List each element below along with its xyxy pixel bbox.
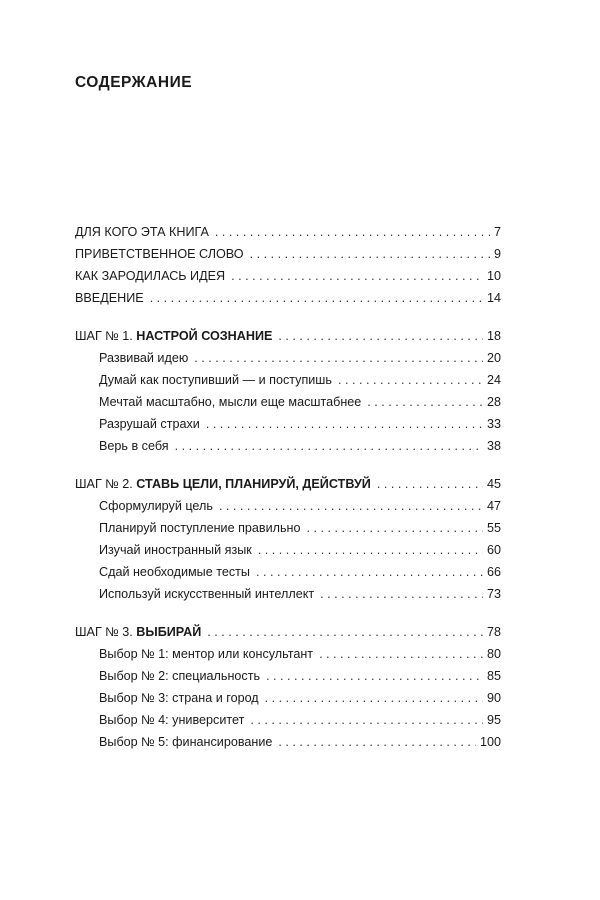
dot-leader xyxy=(338,369,483,391)
toc-subentry[interactable] xyxy=(75,347,501,369)
toc-step-heading[interactable] xyxy=(75,473,501,495)
dot-leader xyxy=(265,687,483,709)
toc-entry-page: 80 xyxy=(486,647,501,661)
toc-subentry[interactable] xyxy=(75,561,501,583)
toc-entry-page: 20 xyxy=(486,351,501,365)
dot-leader xyxy=(278,731,476,753)
toc-entry-title: Разрушай страхи xyxy=(99,417,200,431)
toc-subentry[interactable] xyxy=(75,665,501,687)
toc-subentry[interactable] xyxy=(75,369,501,391)
toc-entry-title: Думай как поступивший — и поступишь xyxy=(99,373,332,387)
toc-subentry[interactable] xyxy=(75,413,501,435)
step-prefix: ШАГ № 1. xyxy=(75,329,137,343)
dot-leader xyxy=(175,435,483,457)
toc-entry-page: 66 xyxy=(486,565,501,579)
toc-entry-title: ДЛЯ КОГО ЭТА КНИГА xyxy=(75,225,209,239)
toc-entry-page: 28 xyxy=(486,395,501,409)
toc-entry-title: ПРИВЕТСТВЕННОЕ СЛОВО xyxy=(75,247,244,261)
toc-entry-title: Выбор № 3: страна и город xyxy=(99,691,259,705)
dot-leader xyxy=(377,473,483,495)
table-of-contents xyxy=(75,221,501,769)
toc-entry-page: 10 xyxy=(486,269,501,283)
toc-entry-page: 73 xyxy=(486,587,501,601)
dot-leader xyxy=(207,621,483,643)
toc-entry-page: 100 xyxy=(479,735,501,749)
toc-entry-title: ВВЕДЕНИЕ xyxy=(75,291,144,305)
toc-entry-title: Выбор № 1: ментор или консультант xyxy=(99,647,314,661)
toc-entry-title: Развивай идею xyxy=(99,351,189,365)
toc-entry-title: Верь в себя xyxy=(99,439,169,453)
dot-leader xyxy=(319,643,483,665)
toc-entry-title: КАК ЗАРОДИЛАСЬ ИДЕЯ xyxy=(75,269,226,283)
step-prefix: ШАГ № 2. xyxy=(75,477,137,491)
toc-entry-page: 9 xyxy=(493,247,501,261)
toc-subentry[interactable] xyxy=(75,583,501,605)
dot-leader xyxy=(206,413,483,435)
toc-subentry[interactable] xyxy=(75,495,501,517)
toc-subentry[interactable] xyxy=(75,517,501,539)
dot-leader xyxy=(215,221,490,243)
toc-entry[interactable] xyxy=(75,265,501,287)
toc-entry-page: 7 xyxy=(493,225,501,239)
toc-entry-page: 47 xyxy=(486,499,501,513)
toc-step-1 xyxy=(75,325,501,457)
toc-subentry[interactable] xyxy=(75,391,501,413)
step-prefix: ШАГ № 3. xyxy=(75,625,137,639)
dot-leader xyxy=(150,287,483,309)
toc-subentry[interactable] xyxy=(75,643,501,665)
toc-entry-title xyxy=(75,473,371,495)
dot-leader xyxy=(256,561,483,583)
toc-step-heading[interactable] xyxy=(75,621,501,643)
toc-entry-title xyxy=(75,621,201,643)
toc-entry-title: Выбор № 4: университет xyxy=(99,713,245,727)
toc-entry-page: 95 xyxy=(486,713,501,727)
page-title: СОДЕРЖАНИЕ xyxy=(75,74,193,91)
toc-entry-title: Сдай необходимые тесты xyxy=(99,565,250,579)
toc-step-3 xyxy=(75,621,501,753)
toc-entry-title: Изучай иностранный язык xyxy=(99,543,252,557)
dot-leader xyxy=(320,583,483,605)
toc-front-matter xyxy=(75,221,501,309)
dot-leader xyxy=(258,539,483,561)
toc-entry-page: 33 xyxy=(486,417,501,431)
dot-leader xyxy=(307,517,483,539)
toc-entry[interactable] xyxy=(75,287,501,309)
dot-leader xyxy=(266,665,483,687)
dot-leader xyxy=(231,265,483,287)
dot-leader xyxy=(250,243,490,265)
toc-entry-title: Выбор № 5: финансирование xyxy=(99,735,273,749)
toc-entry-page: 14 xyxy=(486,291,501,305)
toc-entry-page: 45 xyxy=(486,477,501,491)
toc-entry[interactable] xyxy=(75,243,501,265)
toc-subentry[interactable] xyxy=(75,731,501,753)
dot-leader xyxy=(278,325,483,347)
dot-leader xyxy=(250,709,483,731)
step-title: СТАВЬ ЦЕЛИ, ПЛАНИРУЙ, ДЕЙСТВУЙ xyxy=(136,477,371,491)
toc-step-heading[interactable] xyxy=(75,325,501,347)
toc-entry-page: 78 xyxy=(486,625,501,639)
toc-subentry[interactable] xyxy=(75,435,501,457)
toc-entry-title: Выбор № 2: специальность xyxy=(99,669,261,683)
toc-entry-page: 90 xyxy=(486,691,501,705)
toc-entry-page: 60 xyxy=(486,543,501,557)
toc-entry-title: Сформулируй цель xyxy=(99,499,213,513)
toc-entry[interactable] xyxy=(75,221,501,243)
toc-entry-title: Мечтай масштабно, мысли еще масштабнее xyxy=(99,395,362,409)
toc-entry-page: 24 xyxy=(486,373,501,387)
toc-subentry[interactable] xyxy=(75,687,501,709)
dot-leader xyxy=(367,391,483,413)
toc-entry-page: 55 xyxy=(486,521,501,535)
toc-subentry[interactable] xyxy=(75,709,501,731)
toc-subentry[interactable] xyxy=(75,539,501,561)
step-title: ВЫБИРАЙ xyxy=(136,625,202,639)
dot-leader xyxy=(194,347,483,369)
toc-entry-page: 18 xyxy=(486,329,501,343)
toc-entry-page: 38 xyxy=(486,439,501,453)
toc-entry-title: Используй искусственный интеллект xyxy=(99,587,315,601)
step-title: НАСТРОЙ СОЗНАНИЕ xyxy=(136,329,273,343)
toc-step-2 xyxy=(75,473,501,605)
toc-entry-title xyxy=(75,325,272,347)
dot-leader xyxy=(219,495,483,517)
toc-entry-page: 85 xyxy=(486,669,501,683)
toc-entry-title: Планируй поступление правильно xyxy=(99,521,301,535)
